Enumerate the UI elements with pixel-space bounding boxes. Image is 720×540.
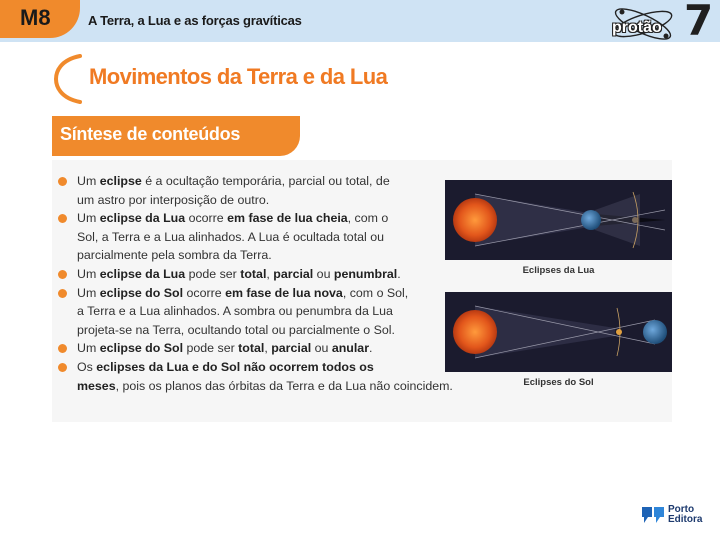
point-text: . [397, 266, 401, 281]
point-text: ocorre [185, 211, 228, 226]
point-text: , [264, 341, 272, 356]
module-code: M8 [20, 5, 51, 30]
solar-eclipse-caption: Eclipses do Sol [523, 377, 594, 388]
point-text: , [266, 266, 274, 281]
bullet-icon [58, 270, 67, 279]
point-text: ou [311, 341, 332, 356]
point-emphasis: parcial [271, 341, 312, 356]
bullet-icon [58, 363, 67, 372]
publisher-name [668, 505, 702, 525]
summary-point-line [77, 209, 468, 228]
point-text: ocorre [183, 285, 226, 300]
point-text: parcialmente pela sombra da Terra. [77, 248, 272, 263]
point-emphasis: meses [77, 378, 116, 393]
point-emphasis: eclipse da Lua [99, 266, 186, 281]
point-text: Sol, a Terra e a Lua alinhados. A Lua é ocultada total ou [77, 229, 385, 244]
point-text: Os [77, 359, 97, 374]
summary-point [58, 209, 468, 265]
bullet-icon [58, 344, 67, 353]
publisher-name-line2: Editora [668, 514, 703, 525]
point-text: Um [77, 285, 100, 300]
point-text: , com o [347, 211, 389, 226]
lunar-eclipse-caption: Eclipses da Lua [522, 265, 595, 276]
point-emphasis: penumbral [333, 266, 398, 281]
summary-point-line [77, 358, 468, 377]
summary-point-line [77, 284, 468, 303]
point-emphasis: total [240, 266, 267, 281]
bullet-icon [58, 177, 67, 186]
point-text: Um [77, 266, 100, 281]
section-title: Movimentos da Terra e da Lua [89, 64, 388, 89]
point-emphasis: eclipse do Sol [99, 341, 184, 356]
point-text: . [369, 341, 373, 356]
point-text: , com o Sol, [342, 285, 409, 300]
summary-point-line [77, 377, 468, 396]
summary-point-line [77, 191, 468, 210]
brand-name: protão [612, 19, 662, 36]
point-emphasis: anular [331, 341, 370, 356]
point-emphasis: eclipse da Lua [99, 211, 186, 226]
point-text: Um [77, 341, 100, 356]
summary-point-line [77, 321, 468, 340]
point-emphasis: eclipses da Lua e do Sol não ocorrem todos os [96, 359, 374, 374]
summary-list [58, 172, 468, 395]
point-text: a Terra e a Lua alinhados. A sombra ou penumbra da Lua [77, 304, 393, 319]
summary-point [58, 339, 468, 358]
summary-point [58, 265, 468, 284]
summary-point [58, 358, 468, 395]
summary-point-line [77, 339, 468, 358]
summary-point-line [77, 172, 468, 191]
point-text: um astro por interposição de outro. [77, 192, 270, 207]
point-text: ou [313, 266, 334, 281]
summary-point-line [77, 265, 468, 284]
point-text: pode ser [185, 266, 241, 281]
point-emphasis: eclipse do Sol [99, 285, 184, 300]
point-text: projeta-se na Terra, ocultando total ou parcialmente o Sol. [77, 322, 395, 337]
point-text: Um [77, 211, 100, 226]
bullet-icon [58, 214, 67, 223]
chapter-title: A Terra, a Lua e as forças gravíticas [88, 13, 302, 28]
point-text: Um [77, 174, 100, 188]
summary-point-line [77, 228, 468, 247]
summary-point-line [77, 302, 468, 321]
point-emphasis: em fase de lua nova [225, 285, 343, 300]
point-text: pode ser [183, 341, 239, 356]
summary-banner-label: Síntese de conteúdos [60, 124, 241, 144]
point-text: é a ocultação temporária, parcial ou total, de [141, 174, 390, 188]
bullet-icon [58, 289, 67, 298]
summary-point [58, 172, 468, 209]
title-bracket-icon [52, 52, 86, 106]
grade-number: 7 [684, 0, 714, 45]
point-emphasis: parcial [273, 266, 314, 281]
point-emphasis: em fase de lua cheia [227, 211, 348, 226]
point-text: , pois os planos das órbitas da Terra e da Lua não coincidem. [115, 378, 453, 393]
lunar-eclipse-figure [445, 180, 672, 260]
solar-eclipse-figure [445, 292, 672, 372]
point-emphasis: total [238, 341, 265, 356]
publisher-name-line1: Porto [668, 504, 695, 515]
summary-point-line [77, 246, 468, 265]
point-emphasis: eclipse [99, 174, 142, 188]
summary-point [58, 284, 468, 340]
publisher-logo-icon [640, 505, 666, 525]
module-tab [0, 0, 80, 38]
